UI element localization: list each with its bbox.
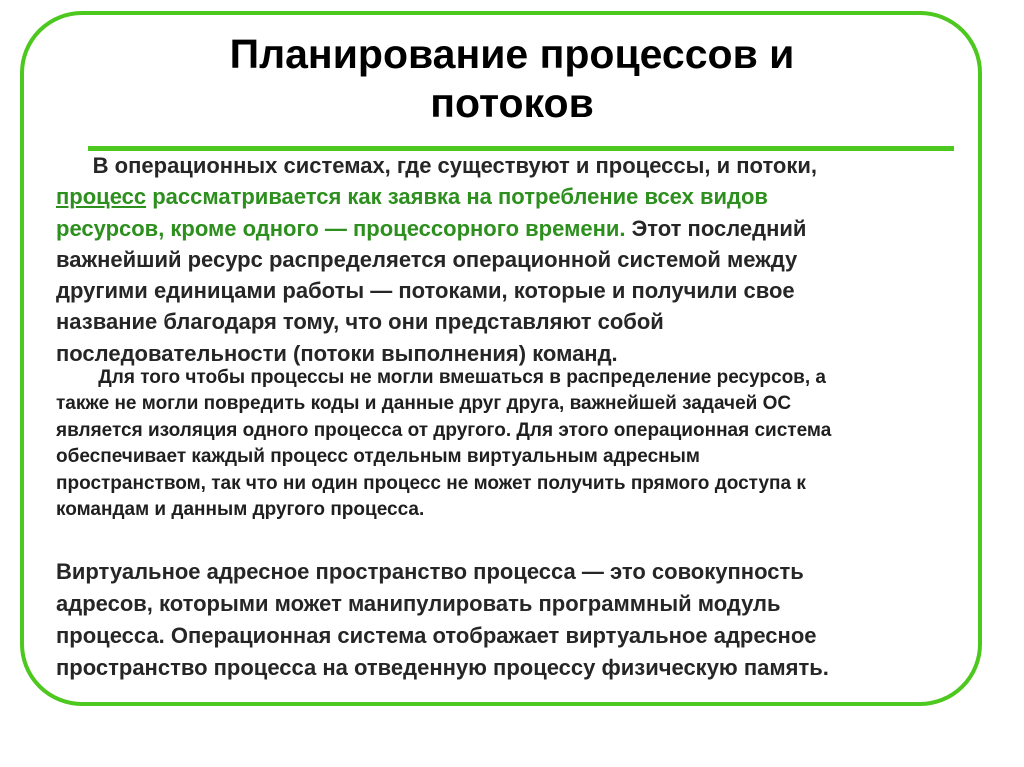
term-process: процесс	[56, 184, 147, 210]
title-line-2: потоков	[430, 80, 594, 126]
para2-line-5: пространством, так что ни один процесс не может получить прямого доступа к	[56, 472, 806, 494]
title-line-1: Планирование процессов и	[229, 31, 795, 77]
para3-line-3: процесса. Операционная система отображает виртуальное адресное	[56, 623, 817, 648]
para1-line-5: другими единицами работы — потоками, которые и получили свое	[56, 278, 795, 304]
para1-line-2-rest: рассматривается как заявка на потребление всех видов	[146, 184, 768, 210]
para1-line-2	[56, 181, 956, 212]
paragraph-processes-threads	[56, 150, 956, 369]
para1-line-3-rest: Этот последний	[625, 215, 807, 241]
para1-line-4: важнейший ресурс распределяется операционной системой между	[56, 246, 798, 272]
para1-line-6: название благодаря тому, что они представляют собой	[56, 309, 664, 335]
para2-line-2: также не могли повредить коды и данные друг друга, важнейшей задачей ОС	[56, 393, 792, 415]
para2-line-6: командам и данным другого процесса.	[56, 499, 425, 521]
paragraph-virtual-address-space	[56, 556, 976, 684]
para3-line-1: Виртуальное адресное пространство процесса — это совокупность	[56, 559, 804, 584]
slide-title	[0, 30, 1024, 128]
para2-line-4: обеспечивает каждый процесс отдельным виртуальным адресным	[56, 446, 700, 468]
para3-line-4: пространство процесса на отведенную процессу физическую память.	[56, 655, 829, 680]
para1-line-7: последовательности (потоки выполнения) команд.	[56, 340, 618, 366]
para2-line-1: Для того чтобы процессы не могли вмешаться в распределение ресурсов, а	[56, 367, 826, 388]
para1-line-3	[56, 213, 956, 244]
para2-line-3: является изоляция одного процесса от другого. Для этого операционная система	[56, 419, 832, 441]
para3-line-2: адресов, которыми может манипулировать программный модуль	[56, 591, 781, 616]
para1-line-3-green: ресурсов, кроме одного — процессорного времени.	[56, 215, 626, 241]
para1-line-1: В операционных системах, где существуют и процессы, и потоки,	[56, 153, 818, 178]
paragraph-isolation	[56, 365, 976, 523]
